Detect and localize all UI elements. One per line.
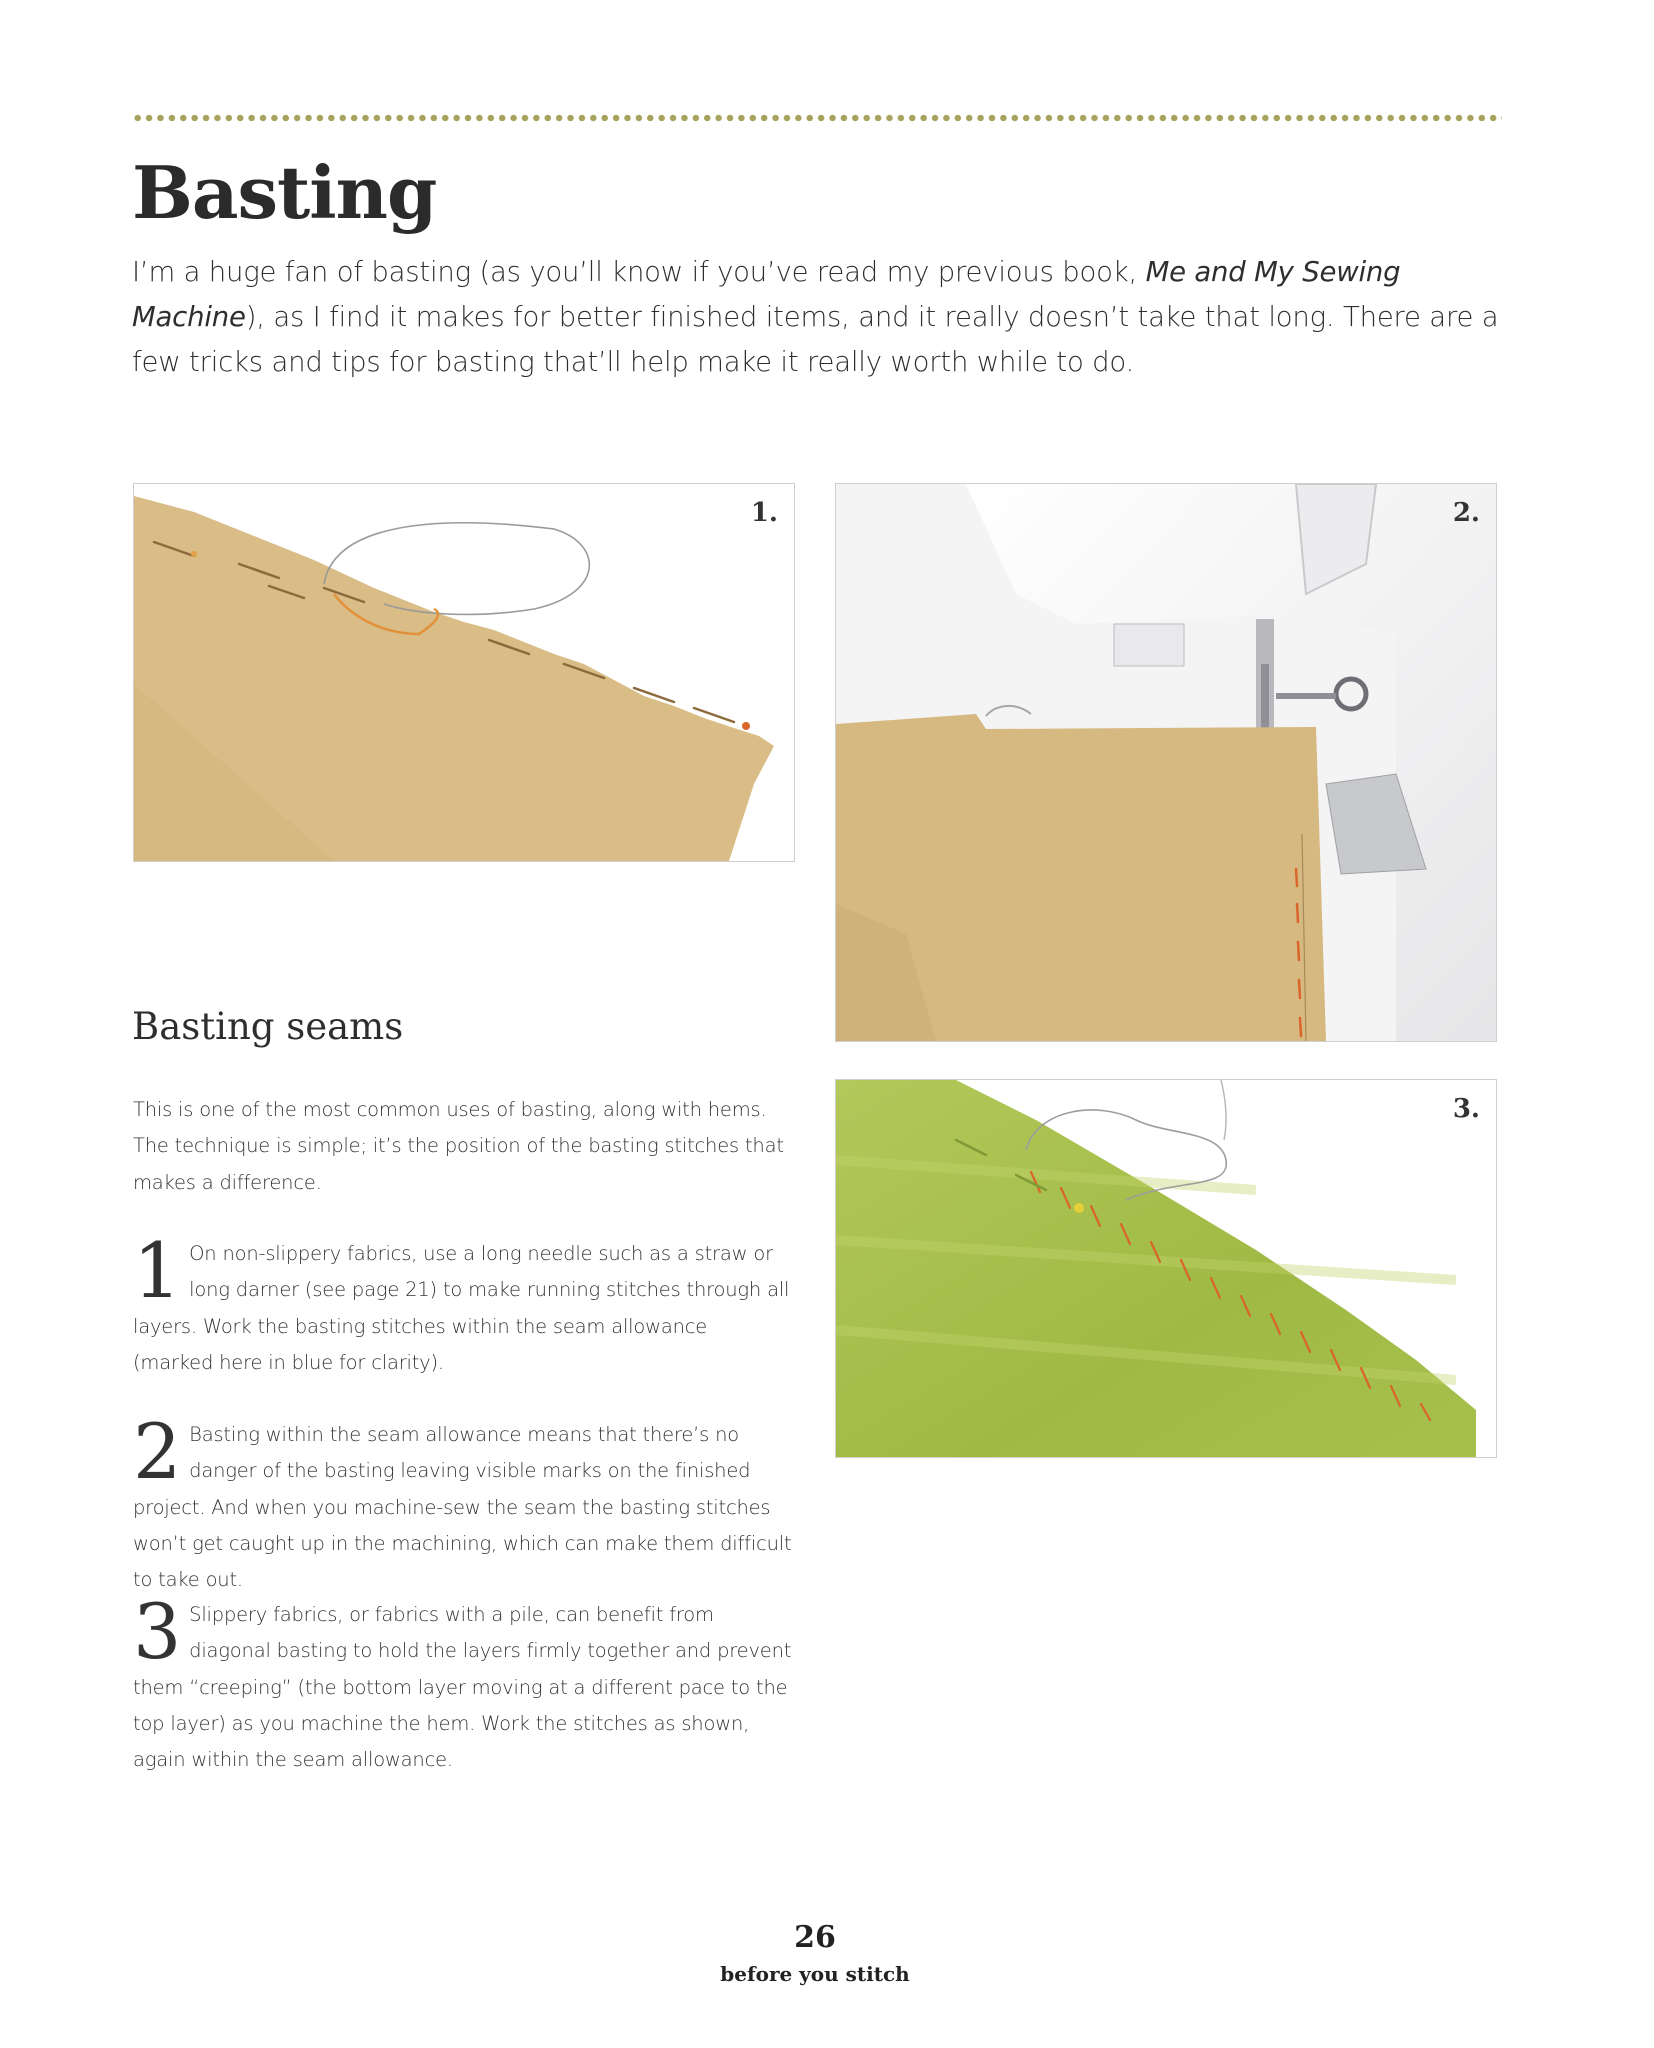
photo-1 — [133, 483, 795, 862]
step-3 — [133, 1587, 793, 1778]
intro-text-end: ), as I find it makes for better finished items, and it really doesn’t take that long. There are a few tricks and tips for basting that’ll help make it really worth while to do. — [132, 301, 1499, 378]
photo-1-image — [134, 484, 794, 861]
step-1 — [133, 1226, 793, 1381]
step-1-text: On non-slippery fabrics, use a long needle such as a straw or long darner (see page 21) to make running stitches through all layers. Work the basting stitches within the seam allowance (marked here in blue for clarity). — [133, 1242, 790, 1374]
step-3-number: 3 — [133, 1587, 182, 1676]
step-3-text: Slippery fabrics, or fabrics with a pile, can benefit from diagonal basting to hold the layers firmly together and prevent them “creeping” (the bottom layer moving at a different pace to the top layer) as you machine the hem. Work the stitches as shown, again within the seam allowance. — [133, 1603, 792, 1772]
book-title: Me and My Sewing Machine — [132, 256, 1401, 333]
intro-text-start: I’m a huge fan of basting (as you’ll know if you’ve read my previous book, — [132, 256, 1146, 288]
photo-3 — [835, 1079, 1497, 1458]
dotted-rule — [132, 113, 1502, 123]
intro-paragraph — [132, 250, 1512, 385]
photo-3-number: 3. — [1452, 1094, 1480, 1124]
section-lead: This is one of the most common uses of basting, along with hems. The technique is simple; it’s the position of the basting stitches that makes a difference. — [133, 1098, 784, 1194]
step-2 — [133, 1407, 793, 1598]
photo-1-number: 1. — [750, 498, 778, 528]
page-title: Basting — [132, 150, 437, 235]
chapter-label: before you stitch — [720, 1962, 910, 1986]
section-heading: Basting seams — [132, 1005, 404, 1048]
photo-2-number: 2. — [1452, 498, 1480, 528]
photo-2-image — [836, 484, 1496, 1041]
photo-3-image — [836, 1080, 1496, 1457]
step-2-number: 2 — [133, 1407, 182, 1496]
photo-2 — [835, 483, 1497, 1042]
step-1-number: 1 — [133, 1226, 182, 1315]
page-number: 26 — [794, 1920, 836, 1955]
step-2-text: Basting within the seam allowance means that there’s no danger of the basting leaving visible marks on the finished project. And when you machine-sew the seam the basting stitches won’t get caught up in the machining, which can make them difficult to take out. — [133, 1423, 792, 1592]
